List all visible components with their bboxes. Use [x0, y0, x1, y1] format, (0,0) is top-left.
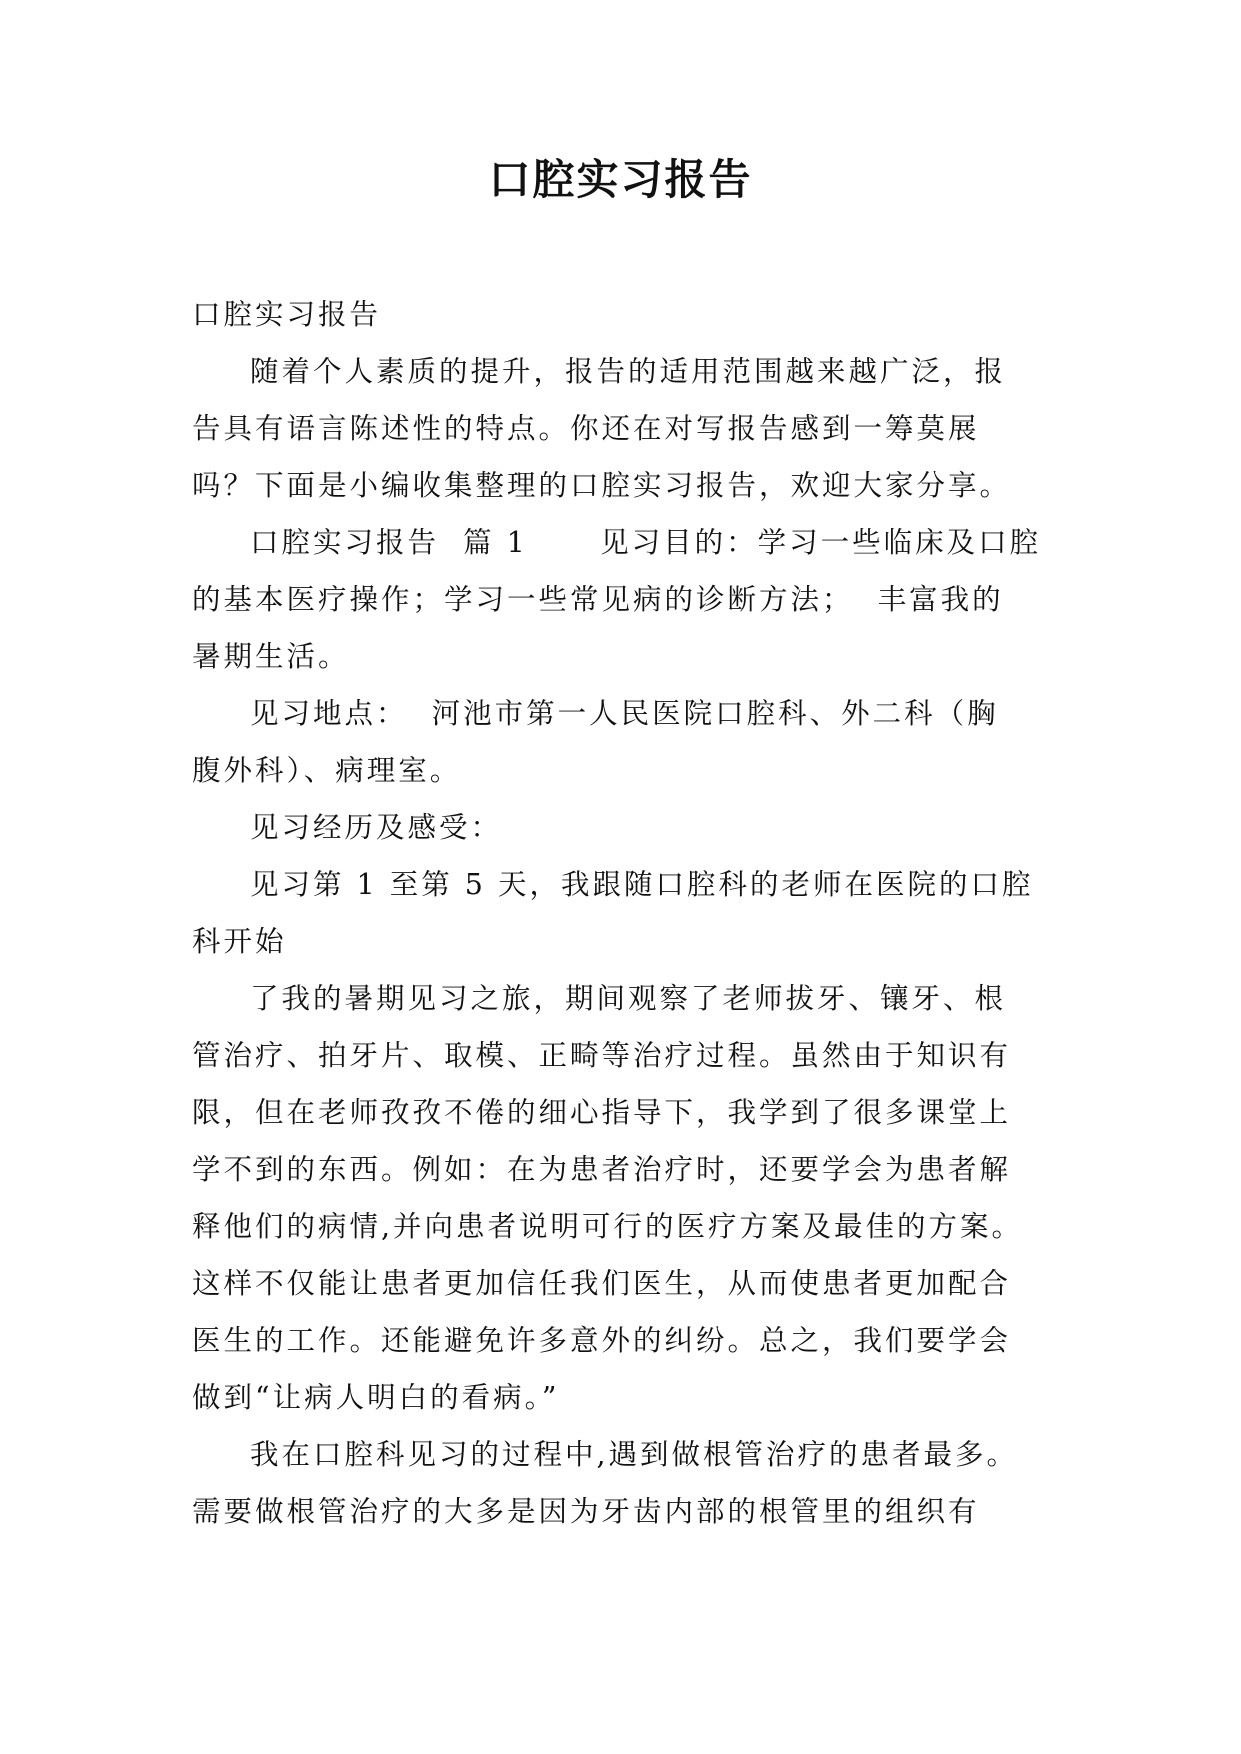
- body-line: 腹外科）、病理室。: [192, 754, 462, 787]
- document-body: [192, 286, 1050, 1540]
- body-line: 暑期生活。: [192, 640, 350, 673]
- body-line: 这样不仅能让患者更加信任我们医生，从而使患者更加配合: [192, 1267, 1012, 1300]
- body-line: 做到“让病人明白的看病。”: [192, 1381, 560, 1414]
- body-line: 的基本医疗操作；学习一些常见病的诊断方法； 丰富我的: [192, 583, 1004, 616]
- body-line: 医生的工作。还能避免许多意外的纠纷。总之，我们要学会: [192, 1324, 1012, 1357]
- body-line: 随着个人素质的提升，报告的适用范围越来越广泛，报: [250, 355, 1007, 388]
- document-title: 口腔实习报告: [488, 155, 753, 204]
- body-line: 吗？下面是小编收集整理的口腔实习报告，欢迎大家分享。: [192, 469, 1012, 502]
- body-line: 科开始: [192, 925, 287, 958]
- body-line: 释他们的病情,并向患者说明可行的医疗方案及最佳的方案。: [192, 1210, 1024, 1243]
- body-line: 需要做根管治疗的大多是因为牙齿内部的根管里的组织有: [192, 1495, 980, 1528]
- body-line: 告具有语言陈述性的特点。你还在对写报告感到一筹莫展: [192, 412, 980, 445]
- body-line: 见习经历及感受：: [250, 811, 503, 844]
- body-line: 管治疗、拍牙片、取模、正畸等治疗过程。虽然由于知识有: [192, 1039, 1012, 1072]
- body-line: 见习地点： 河池市第一人民医院口腔科、外二科（胸: [250, 697, 999, 730]
- body-line: 见习第 1 至第 5 天，我跟随口腔科的老师在医院的口腔: [250, 868, 1034, 901]
- body-line: 了我的暑期见习之旅，期间观察了老师拔牙、镶牙、根: [250, 982, 1007, 1015]
- body-line: 限，但在老师孜孜不倦的细心指导下，我学到了很多课堂上: [192, 1096, 1012, 1129]
- body-line: 口腔实习报告 篇 1 见习目的：学习一些临床及口腔: [250, 526, 1042, 559]
- body-line: 口腔实习报告: [192, 298, 382, 331]
- body-line: 我在口腔科见习的过程中,遇到做根管治疗的患者最多。: [250, 1438, 1019, 1471]
- body-line: 学不到的东西。例如：在为患者治疗时，还要学会为患者解: [192, 1153, 1012, 1186]
